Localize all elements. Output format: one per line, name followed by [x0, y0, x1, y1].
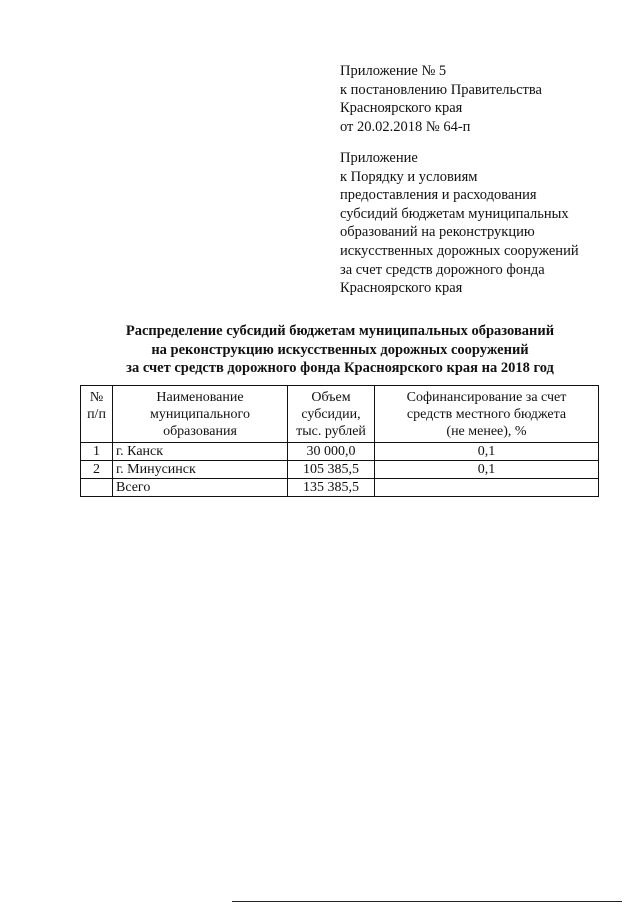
header-municipality-line: Наименование [156, 390, 244, 405]
document-title [60, 322, 620, 378]
table-total-row [81, 479, 599, 497]
row-cofinancing: 0,1 [375, 461, 599, 479]
header-subsidy-volume [288, 386, 375, 443]
header-municipality-line: образования [163, 424, 237, 439]
header-cofinancing-line: Софинансирование за счет [406, 390, 567, 405]
appendix-header-line: Красноярского края [340, 100, 463, 117]
total-subsidy-volume: 135 385,5 [288, 479, 375, 497]
appendix-header-line: к постановлению Правительства [340, 81, 542, 98]
row-municipality: г. Минусинск [113, 461, 288, 479]
row-num: 1 [81, 443, 113, 461]
table-row [81, 461, 599, 479]
header-cofinancing-line: (не менее), % [446, 424, 527, 439]
header-municipality [113, 386, 288, 443]
order-header-line: предоставления и расходования [340, 187, 537, 204]
title-line: Распределение субсидий бюджетам муниципальных образований [125, 323, 555, 339]
title-line: на реконструкцию искусственных дорожных сооружений [151, 341, 529, 358]
order-header-line: за счет средств дорожного фонда [340, 261, 545, 278]
row-cofinancing: 0,1 [375, 443, 599, 461]
appendix-header-line: от 20.02.2018 № 64-п [340, 118, 471, 135]
header-cofinancing [375, 386, 599, 443]
order-header-line: субсидий бюджетам муниципальных [340, 205, 569, 222]
total-label: Всего [113, 479, 288, 497]
header-num-line: п/п [87, 407, 106, 422]
order-header-line: Красноярского края [340, 280, 463, 297]
table-row [81, 443, 599, 461]
row-subsidy-volume: 30 000,0 [288, 443, 375, 461]
order-header-line: к Порядку и условиям [340, 168, 478, 185]
row-subsidy-volume: 105 385,5 [288, 461, 375, 479]
header-num-line: № [89, 390, 104, 405]
total-cofinancing [375, 479, 599, 497]
header-cofinancing-line: средств местного бюджета [406, 407, 567, 422]
appendix-header-line: Приложение № 5 [340, 63, 447, 79]
header-municipality-line: муниципального [150, 407, 250, 422]
order-header-line: Приложение [340, 150, 418, 166]
appendix-header [340, 62, 542, 136]
header-volume-line: тыс. рублей [296, 424, 366, 439]
row-num: 2 [81, 461, 113, 479]
order-header-line: искусственных дорожных сооружений [340, 242, 579, 259]
table-header-row [81, 386, 599, 443]
title-line: за счет средств дорожного фонда Красноярского края на 2018 год [126, 360, 554, 376]
row-municipality: г. Канск [113, 443, 288, 461]
subsidy-distribution-table [80, 385, 599, 497]
total-num [81, 479, 113, 497]
order-header-line: образований на реконструкцию [340, 224, 535, 241]
scan-edge-line [232, 901, 622, 902]
header-volume-line: Объем [311, 390, 351, 405]
header-num [81, 386, 113, 443]
header-volume-line: субсидии, [301, 407, 361, 422]
order-appendix-header [340, 149, 579, 298]
